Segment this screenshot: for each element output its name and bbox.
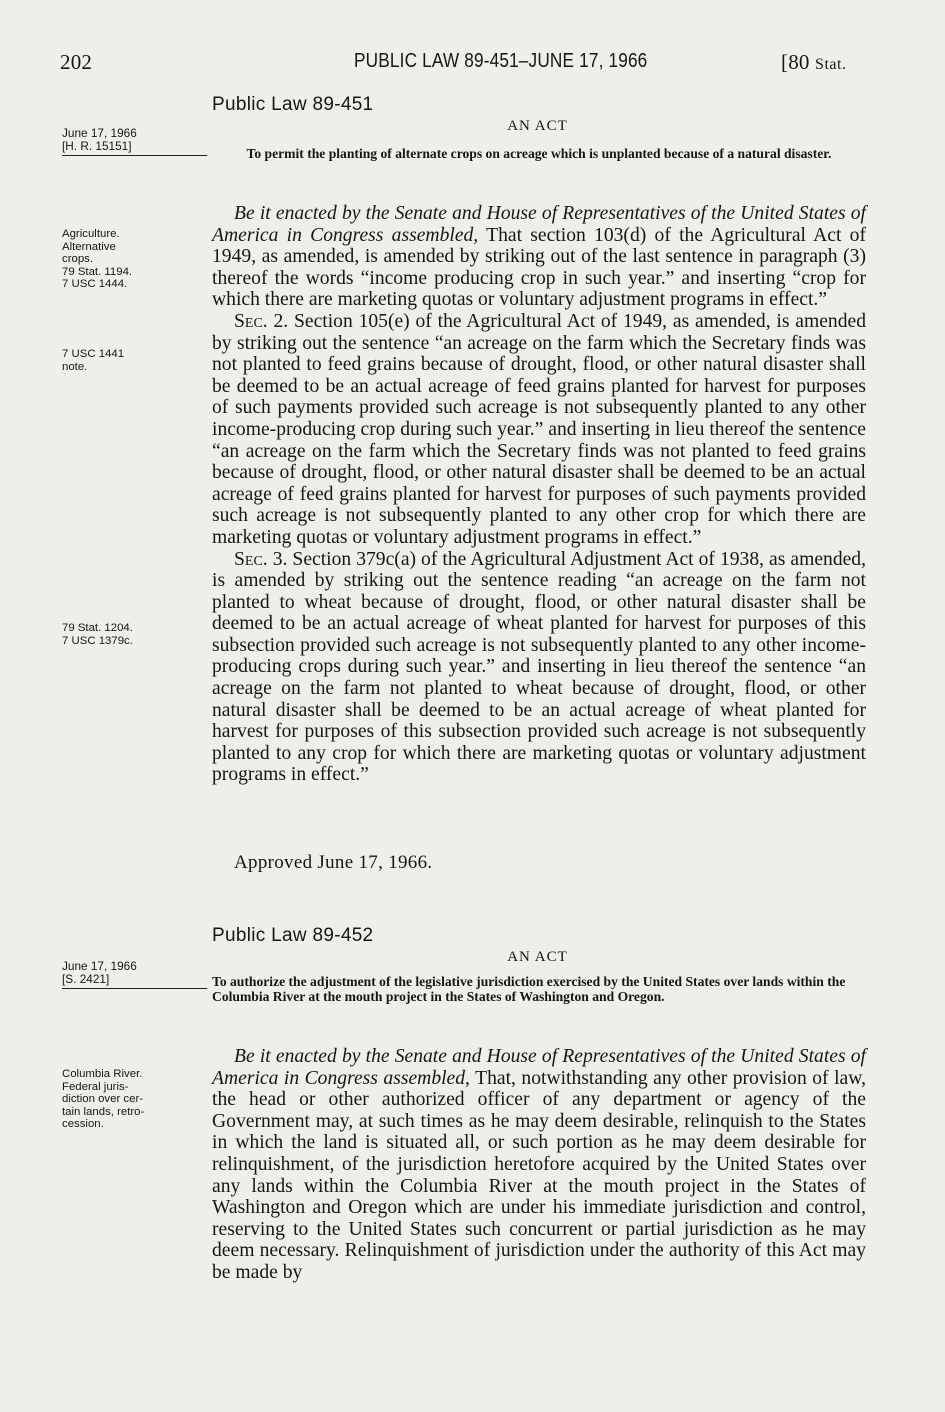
note-line: crops. [62, 253, 94, 266]
law1-margin-note-1 [62, 228, 187, 291]
law1-section-3 [212, 549, 866, 787]
law2-title: Public Law 89-452 [212, 925, 374, 946]
note-line: 7 USC 1444. [62, 278, 128, 291]
statute-ref-suffix: Stat. [815, 56, 847, 73]
law2-bill-number: [S. 2421] [62, 973, 207, 989]
note-line: Columbia River. [62, 1068, 143, 1080]
statute-reference [781, 50, 846, 75]
note-line: 7 USC 1441 [62, 348, 125, 360]
note-line: note. [62, 360, 88, 373]
note-line: Agriculture. [62, 228, 120, 240]
note-line: Alternative [62, 240, 116, 253]
running-title: PUBLIC LAW 89-451–JUNE 17, 1966 [354, 50, 648, 72]
law1-section-2 [212, 311, 866, 549]
note-line: diction over cer- [62, 1093, 144, 1106]
law1-act-label: AN ACT [507, 118, 568, 134]
law1-body [212, 203, 866, 786]
law1-bill-number: [H. R. 15151] [62, 140, 207, 156]
note-line: tain lands, retro- [62, 1105, 145, 1118]
law1-title: Public Law 89-451 [212, 94, 374, 115]
law1-margin-note-2 [62, 348, 187, 373]
law2-purpose: To authorize the adjustment of the legislative jurisdiction exercised by the United States over lands within the Columbia River at the mouth project in the States of Washington and Oregon. [212, 974, 846, 1004]
note-line: cession. [62, 1118, 104, 1131]
law1-date: June 17, 1966 [62, 126, 137, 140]
law1-purpose: To permit the planting of alternate crops on acreage which is unplanted because of a natural disaster. [246, 146, 832, 161]
law2-margin-note-1 [62, 1068, 187, 1131]
law2-section-1 [212, 1046, 866, 1284]
law1-sec3-label: Sec. 3. [234, 548, 288, 570]
law1-margin-note-3 [62, 622, 187, 647]
law2-date-bill [62, 960, 207, 989]
law1-section-3-text: Section 379c(a) of the Agricultural Adjustment Act of 1938, as amended, is amended by striking out the sentence reading “an acreage on the farm not planted to wheat because of drought, flood, or other natural disaster shall be deemed to be an actual acreage of wheat planted for harvest for purposes of this subsection provided such acreage is not subsequently planted to any other income-producing crops during such year.” and inserting in lieu thereof the sentence “an acreage on the farm not planted to wheat because of drought, flood, or other natural disaster shall be deemed to be an actual acreage of wheat planted for harvest for purposes of this subsection provided such acreage is not subsequently planted to any crop for which there are marketing quotas or voluntary adjustment programs in effect.” [212, 548, 867, 786]
note-line: Federal juris- [62, 1080, 129, 1093]
statute-ref-prefix: [80 [781, 50, 816, 74]
law1-date-bill [62, 127, 207, 156]
law2-date: June 17, 1966 [62, 959, 137, 973]
law2-act-label: AN ACT [507, 949, 568, 965]
law1-section-1 [212, 203, 866, 311]
law1-approved: Approved June 17, 1966. [234, 852, 433, 873]
law1-sec2-label: Sec. 2. [234, 310, 289, 332]
law2-body [212, 1046, 866, 1284]
law1-section-1-text: That section 103(d) of the Agricultural Act of 1949, as amended, is amended by striking out of the last sentence in paragraph (3) thereof the words “income producing crop in such year.” and inserting “crop for which there are marketing quotas or voluntary adjustment programs in effect.” [212, 224, 866, 311]
law2-section-1-text: That, notwithstanding any other provision of law, the head or other authorized officer of any department or agency of the Government may, at such times as he may deem desirable, relinquish to the States in which the land is situated all, or such portion as he may deem desirable for relinquishment, of the jurisdiction heretofore acquired by the United States over any lands within the Columbia River at the mouth project in the States of Washington and Oregon which are under his immediate jurisdiction and control, reserving to the United States such concurrent or partial jurisdiction as he may deem necessary. Relinquishment of jurisdiction under the authority of this Act may be made by [212, 1067, 866, 1283]
note-line: 7 USC 1379c. [62, 634, 133, 647]
law1-enacting-clause: Be it enacted by the Senate and House of Representatives of the United States of America in Congress assembled, [212, 203, 866, 246]
law1-section-2-text: Section 105(e) of the Agricultural Act of 1949, as amended, is amended by striking out the sentence “an acreage on the farm which the Secretary finds was not planted to feed grains because of drought, flood, or other natural disaster shall be deemed to be an actual acreage of feed grains planted for harvest for purposes of such payments provided such acreage is not subsequently planted to any other income-producing crop during such year.” and inserting in lieu thereof the sentence “an acreage on the farm which the Secretary finds was not planted to feed grains because of drought, flood, or other natural disaster shall be deemed to be an actual acreage of feed grains planted for harvest for purposes of such payments provided such acreage is not subsequently planted to any other crop for which there are marketing quotas or voluntary adjustment programs in effect.” [212, 310, 867, 548]
note-line: 79 Stat. 1194. [62, 265, 133, 278]
page-number: 202 [60, 50, 93, 74]
note-line: 79 Stat. 1204. [62, 622, 133, 634]
law2-enacting-clause: Be it enacted by the Senate and House of Representatives of the United States of America in Congress assembled, [212, 1046, 866, 1089]
